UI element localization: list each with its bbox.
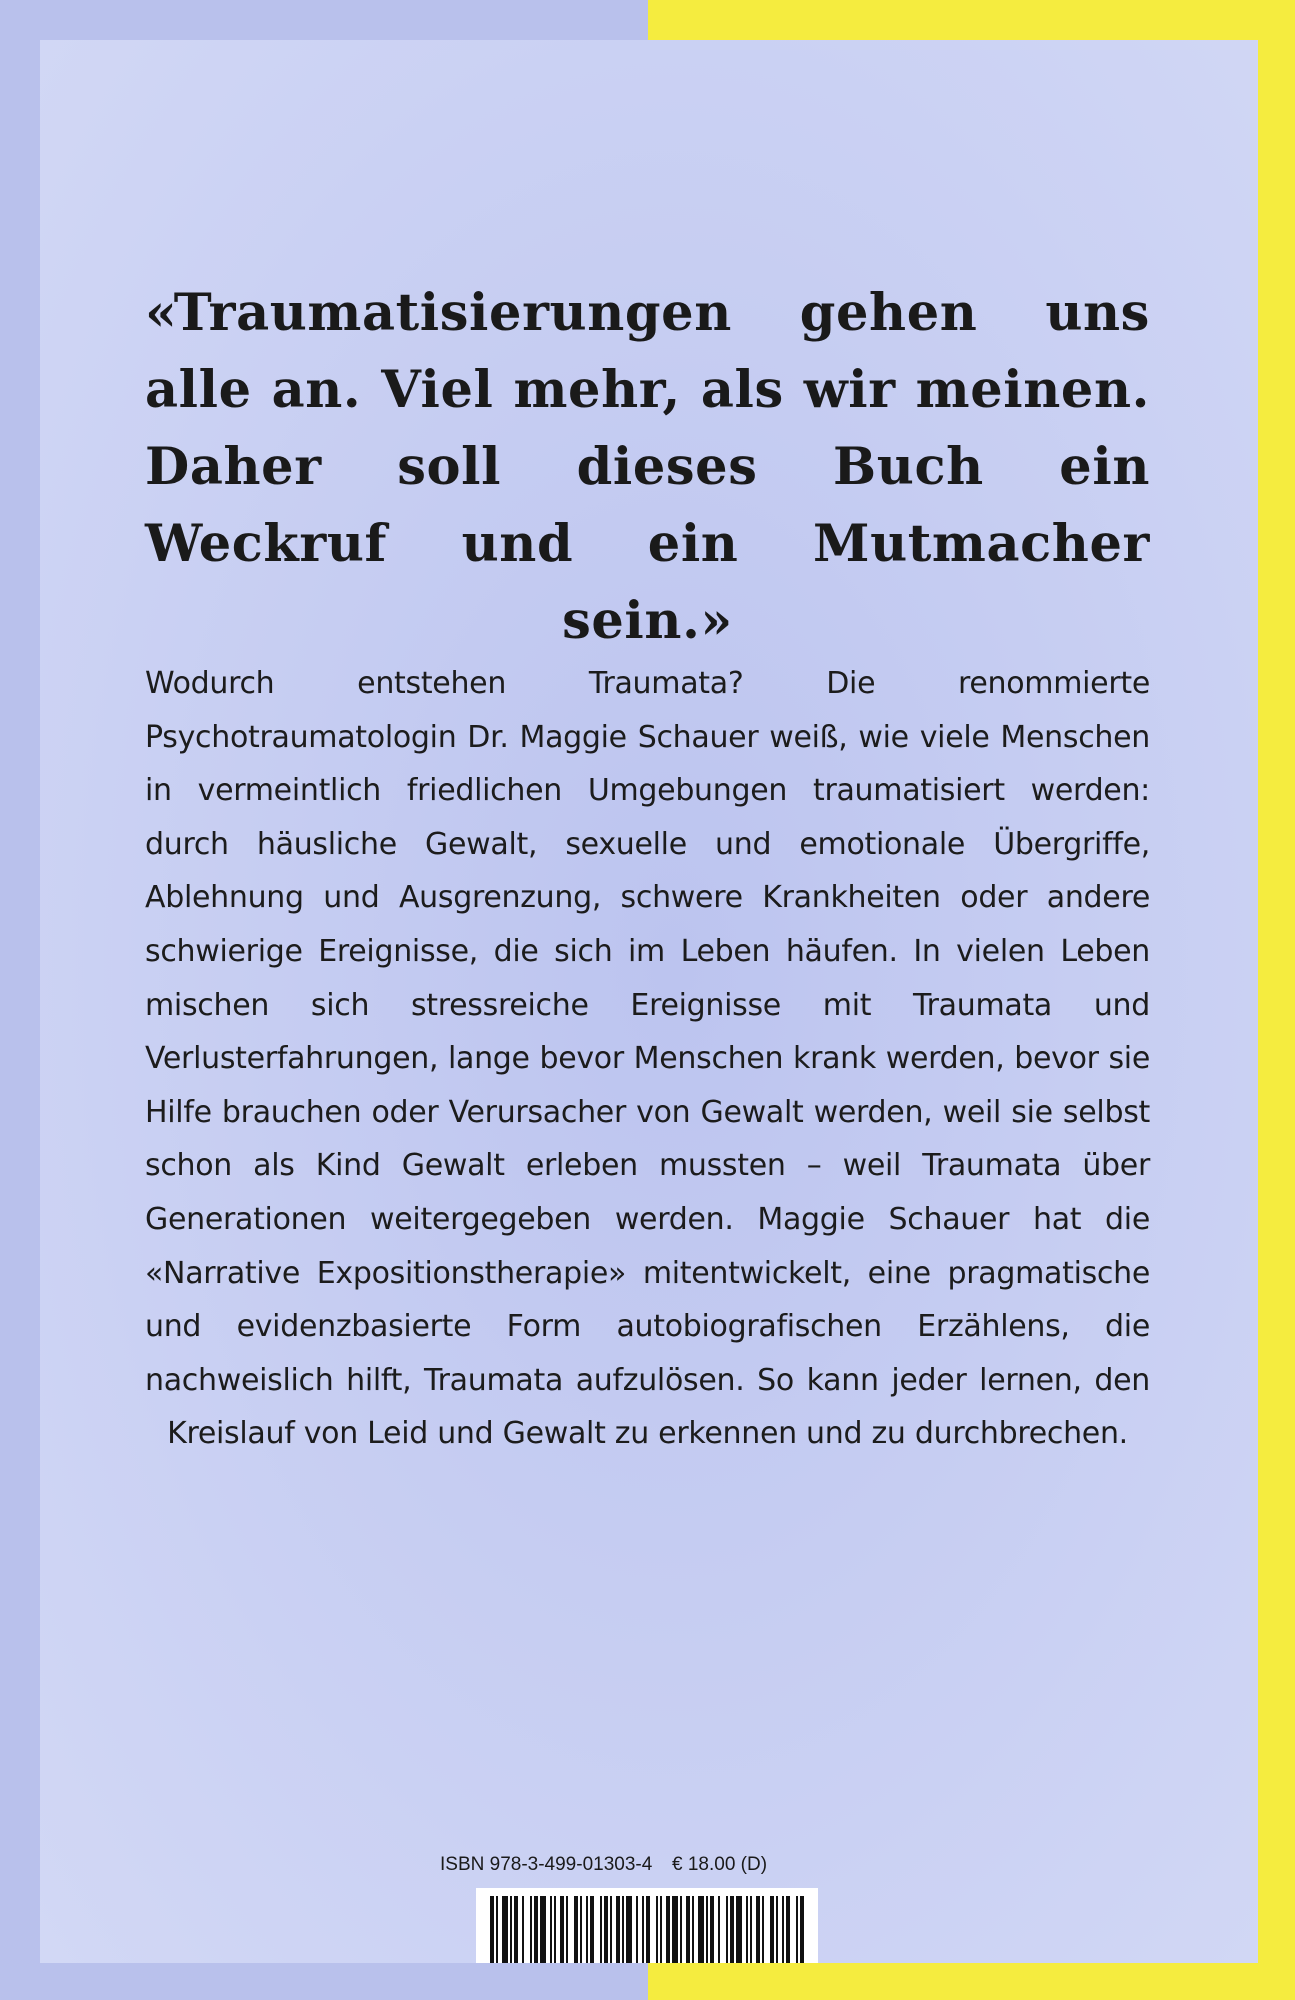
barcode-bar [580, 1896, 582, 1963]
barcode-bar [666, 1896, 670, 1963]
barcode-bar [522, 1896, 524, 1963]
barcode-bar [672, 1896, 678, 1963]
barcode-bar [604, 1896, 608, 1963]
book-description: Wodurch entstehen Traumata? Die renommierte Psychotraumatologin Dr. Maggie Schauer weiß, wie viele Menschen in vermeintlich friedlichen Umgebungen traumatisiert werden: durch häusliche Gewalt, sexuelle und emotionale Übergriffe, Ablehnung und Ausgrenzung, schwere Krankheiten oder andere schwierige Ereignisse, die sich im Leben häufen. In vielen Leben mischen sich stressreiche Ereignisse mit Traumata und Verlusterfahrungen, lange bevor Menschen krank werden, bevor sie Hilfe brauchen oder Verursacher von Gewalt werden, weil sie selbst schon als Kind Gewalt erleben mussten – weil Traumata über Generationen weitergegeben werden. Maggie Schauer hat die «Narrative Expositionstherapie» mitentwickelt, eine pragmatische und evidenzbasierte Form autobiografischen Erzählens, die nachweislich hilft, Traumata aufzulösen. So kann jeder lernen, den Kreislauf von Leid und Gewalt zu erkennen und zu durchbrechen. [145, 666, 1150, 1452]
barcode-bar [730, 1896, 734, 1963]
price-label: € 18.00 (D) [672, 1854, 768, 1875]
barcode-bar [560, 1896, 564, 1963]
barcode-bar [762, 1896, 764, 1963]
barcode-bar [756, 1896, 760, 1963]
isbn-price-line [440, 1854, 840, 1880]
barcode-bar [782, 1896, 784, 1963]
barcode-bars [476, 1888, 818, 1963]
barcode-bar [646, 1896, 650, 1963]
barcode-bar [502, 1896, 508, 1963]
isbn-number: ISBN 978-3-499-01303-4 [440, 1854, 653, 1875]
barcode-bar [786, 1896, 790, 1963]
barcode-bar [574, 1896, 578, 1963]
barcode-bar [586, 1896, 588, 1963]
barcode-bar [710, 1896, 714, 1963]
barcode-bar [706, 1896, 708, 1963]
barcode-bar [718, 1896, 720, 1963]
barcode-bar [800, 1896, 804, 1963]
barcode-bar [698, 1896, 704, 1963]
barcode-bar [692, 1896, 694, 1963]
pull-quote: «Traumatisierungen gehen uns alle an. Viel mehr, als wir meinen. Daher soll dieses Buch ein Weckruf und ein Mutmacher sein.» [145, 283, 1150, 651]
barcode-bar [550, 1896, 552, 1963]
barcode-bar [776, 1896, 778, 1963]
barcode-bar [626, 1896, 632, 1963]
back-cover-panel [40, 40, 1258, 1963]
barcode-bar [622, 1896, 624, 1963]
barcode-bar [746, 1896, 748, 1963]
barcode-bar [656, 1896, 658, 1963]
barcode-bar [610, 1896, 612, 1963]
barcode-bar [636, 1896, 638, 1963]
barcode-bar [510, 1896, 512, 1963]
barcode-bar [590, 1896, 594, 1963]
barcode-bar [750, 1896, 752, 1963]
barcode-bar [642, 1896, 644, 1963]
barcode-bar [796, 1896, 798, 1963]
barcode-bar [680, 1896, 682, 1963]
barcode-bar [490, 1896, 494, 1963]
barcode-bar [736, 1896, 742, 1963]
barcode-bar [726, 1896, 728, 1963]
barcode-bar [616, 1896, 620, 1963]
barcode [476, 1888, 818, 1963]
barcode-bar [770, 1896, 774, 1963]
barcode-bar [600, 1896, 602, 1963]
barcode-bar [566, 1896, 568, 1963]
barcode-bar [686, 1896, 690, 1963]
barcode-bar [534, 1896, 538, 1963]
barcode-bar [554, 1896, 556, 1963]
barcode-bar [530, 1896, 532, 1963]
barcode-bar [514, 1896, 518, 1963]
barcode-bar [660, 1896, 662, 1963]
barcode-bar [540, 1896, 546, 1963]
barcode-bar [496, 1896, 498, 1963]
